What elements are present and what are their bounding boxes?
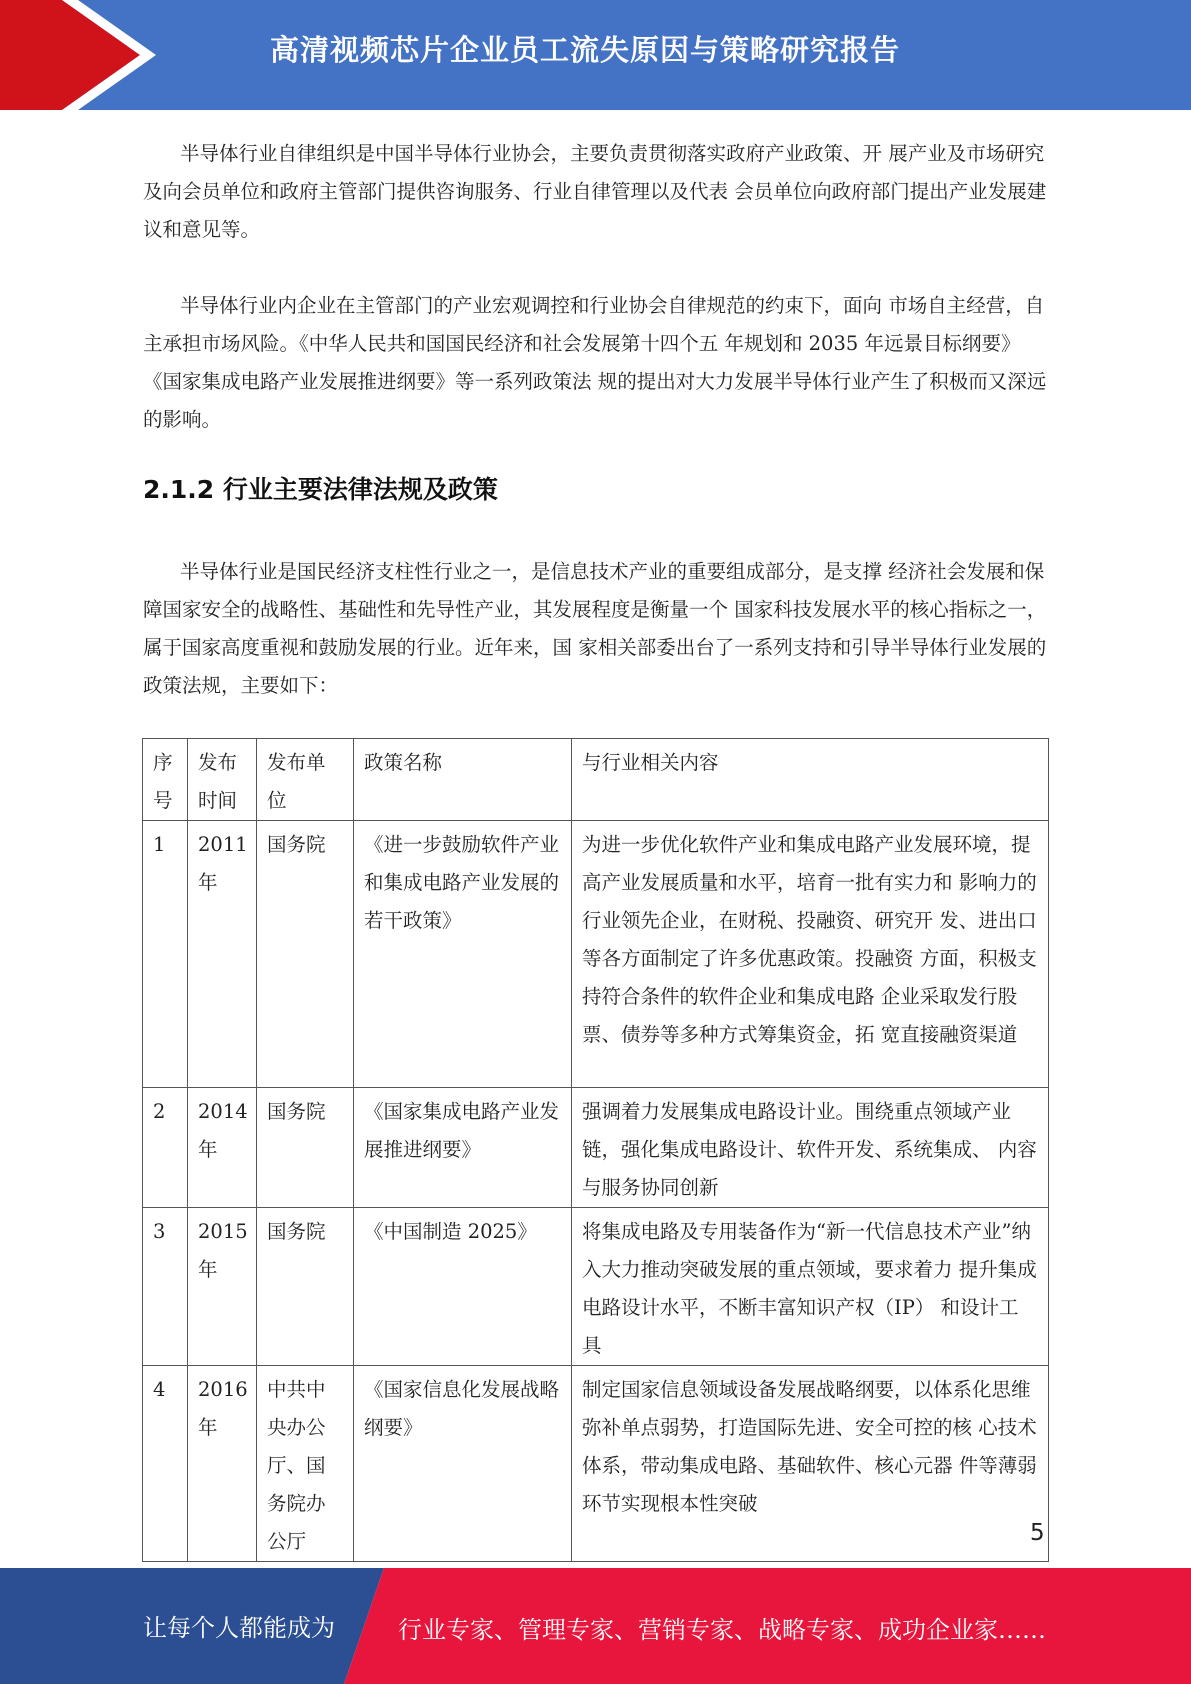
table-row [143, 1088, 1049, 1208]
cell-issuer: 国务院 [257, 821, 354, 1088]
section-heading: 2.1.2 行业主要法律法规及政策 [143, 475, 498, 504]
cell-content: 制定国家信息领域设备发展战略纲要，以体系化思维弥补单点弱势，打造国际先进、安全可控的核 心技术体系，带动集成电路、基础软件、核心元器 件等薄弱环节实现根本性突破 [572, 1366, 1049, 1562]
cell-issuer: 国务院 [257, 1208, 354, 1366]
header-cell-date: 发布时间 [188, 739, 257, 821]
page-footer [0, 1568, 1191, 1684]
page-number: 5 [1030, 1520, 1045, 1546]
cell-policy-name: 《国家集成电路产业发展推进纲要》 [354, 1088, 572, 1208]
paragraph-policy-intro: 半导体行业是国民经济支柱性行业之一，是信息技术产业的重要组成部分，是支撑 经济社会发展和保障国家安全的战略性、基础性和先导性产业，其发展程度是衡量一个 国家科技发展水平的核心指标之一，属于国家高度重视和鼓励发展的行业。近年来，国 家相关部委出台了一系列支持和引导半导体行业发展的政策法规，主要如下： [143, 560, 1047, 697]
cell-content: 强调着力发展集成电路设计业。围绕重点领域产业链，强化集成电路设计、软件开发、系统集成、 内容与服务协同创新 [572, 1088, 1049, 1208]
cell-content: 将集成电路及专用装备作为“新一代信息技术产业”纳入大力推动突破发展的重点领域，要求着力 提升集成电路设计水平，不断丰富知识产权（IP） 和设计工具 [572, 1208, 1049, 1366]
paragraph-self-regulation: 半导体行业自律组织是中国半导体行业协会，主要负责贯彻落实政府产业政策、开 展产业及市场研究及向会员单位和政府主管部门提供咨询服务、行业自律管理以及代表 会员单位向政府部门提出产业发展建议和意见等。 [143, 142, 1047, 241]
cell-index: 3 [143, 1208, 188, 1366]
cell-policy-name: 《进一步鼓励软件产业和集成电路产业发展的若干政策》 [354, 821, 572, 1088]
footer-slogan-left: 让每个人都能成为 [143, 1614, 335, 1642]
cell-issuer: 中共中央办公厅、国务院办公厅 [257, 1366, 354, 1562]
cell-content: 为进一步优化软件产业和集成电路产业发展环境，提高产业发展质量和水平，培育一批有实力和 影响力的行业领先企业，在财税、投融资、研究开 发、进出口等各方面制定了许多优惠政策。投融资 方面，积极支持符合条件的软件企业和集成电路 企业采取发行股票、债券等多种方式筹集资金，拓 宽直接融资渠道 [572, 821, 1049, 1088]
cell-index: 2 [143, 1088, 188, 1208]
table-row [143, 821, 1049, 1088]
cell-issuer: 国务院 [257, 1088, 354, 1208]
cell-policy-name: 《中国制造 2025》 [354, 1208, 572, 1366]
header-cell-issuer: 发布单位 [257, 739, 354, 821]
cell-index: 1 [143, 821, 188, 1088]
cell-date: 2015年 [188, 1208, 257, 1366]
cell-date: 2011年 [188, 821, 257, 1088]
footer-slogan-right: 行业专家、管理专家、营销专家、战略专家、成功企业家…… [398, 1616, 1046, 1644]
policy-table [142, 738, 1049, 1562]
header-cell-content: 与行业相关内容 [572, 739, 1049, 821]
cell-index: 4 [143, 1366, 188, 1562]
table-row [143, 1208, 1049, 1366]
page-header [0, 0, 1191, 110]
cell-policy-name: 《国家信息化发展战略纲要》 [354, 1366, 572, 1562]
table-row [143, 1366, 1049, 1562]
header-cell-policy-name: 政策名称 [354, 739, 572, 821]
cell-date: 2016年 [188, 1366, 257, 1562]
header-cell-index: 序号 [143, 739, 188, 821]
table-header-row [143, 739, 1049, 821]
report-title: 高清视频芯片企业员工流失原因与策略研究报告 [270, 33, 901, 67]
paragraph-industry-enterprises: 半导体行业内企业在主管部门的产业宏观调控和行业协会自律规范的约束下，面向 市场自主经营，自主承担市场风险。《中华人民共和国国民经济和社会发展第十四个五 年规划和 2035 年远景目标纲要》《国家集成电路产业发展推进纲要》等一系列政策法 规的提出对大力发展半导体行业产生了积极而又深远的影响。 [143, 294, 1047, 431]
cell-date: 2014年 [188, 1088, 257, 1208]
